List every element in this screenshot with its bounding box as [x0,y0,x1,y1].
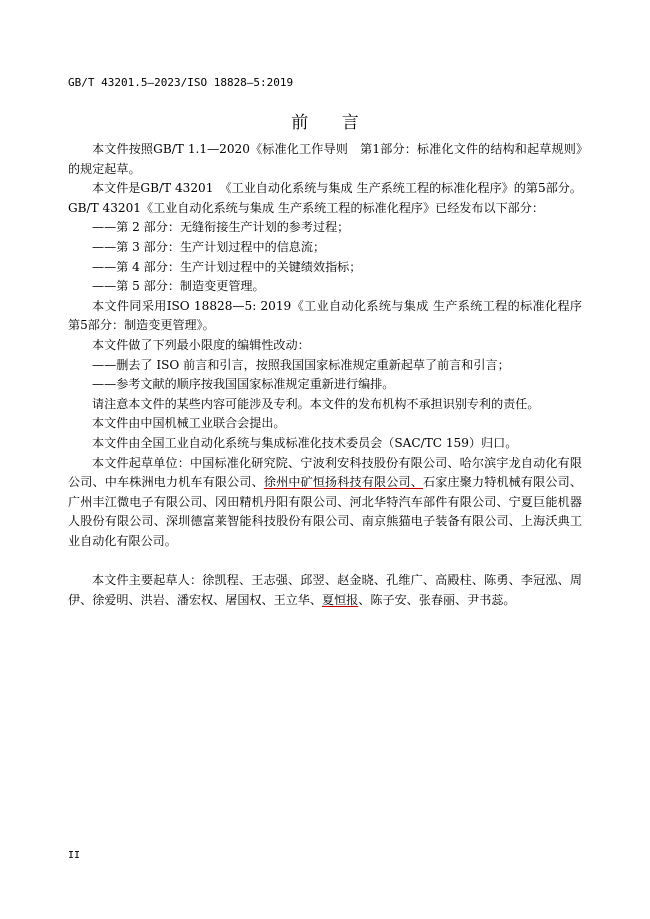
page-number: II [68,850,81,861]
list-item: ——参考文献的顺序按我国国家标准规定重新进行编排。 [92,377,395,392]
paragraph: 请注意本文件的某些内容可能涉及专利。本文件的发布机构不承担识别专利的责任。 [92,396,540,411]
page-title: 前 言 [291,113,373,133]
main-drafters-text-after: 、陈子安、张春丽、尹书蕊。 [358,592,516,607]
list-item: ——删去了 ISO 前言和引言，按照我国国家标准规定重新起草了前言和引言； [92,357,510,372]
drafting-units-text-before: 中国标准化研究院、宁波利安科技股份有限公司、哈尔滨宇龙自动化有限公司、中车株洲电力机车有限公司、 [68,455,582,490]
paragraph: 本文件由全国工业自动化系统与集成标准化技术委员会（SAC/TC 159）归口。 [92,435,518,450]
drafting-units-label: 本文件起草单位： [92,455,191,470]
main-drafters-label: 本文件主要起草人： [92,573,203,588]
drafting-units-highlighted: 徐州中矿恒扬科技有限公司、 [263,475,423,490]
drafting-units-paragraph [68,454,582,552]
main-drafters-text-before: 徐凯程、王志强、邱翌、赵金晓、孔维广、高殿柱、陈勇、李冠泓、周伊、徐爱明、洪岩、潘宏权、屠国权、王立华、 [68,573,582,607]
document-body [68,140,595,610]
list-item: ——第 4 部分：生产计划过程中的关键绩效指标； [92,259,362,274]
paragraph: 本文件同采用ISO 18828—5: 2019《工业自动化系统与集成 生产系统工程的标准化程序 第5部分：制造变更管理》。 [68,298,595,333]
paragraph-spacer [68,551,582,571]
list-item: ——第 2 部分：无缝衔接生产计划的参考过程； [92,220,350,235]
paragraph: 本文件由中国机械工业联合会提出。 [92,416,286,431]
page-header-standard-code: GB/T 43201.5—2023/ISO 18828—5:2019 [68,76,294,89]
main-drafters-paragraph [68,571,582,610]
drafting-units-text-after: 石家庄聚力特机械有限公司、广州丰江微电子有限公司、冈田精机丹阳有限公司、河北华特汽车部件有限公司、宁夏巨能机器人股份有限公司、深圳德富莱智能科技股份有限公司、南京熊猫电子装备有限公司、上海沃典工业自动化有限公司。 [68,475,582,548]
list-item: ——第 5 部分：制造变更管理。 [92,279,265,294]
paragraph: 本文件做了下列最小限度的编辑性改动： [92,337,310,352]
list-item: ——第 3 部分：生产计划过程中的信息流； [92,239,326,254]
paragraph: 本文件是GB/T 43201 《工业自动化系统与集成 生产系统工程的标准化程序》的第5部分。GB/T 43201《工业自动化系统与集成 生产系统工程的标准化程序》已经发布以下部分： [68,181,582,215]
main-drafters-highlighted: 夏恒报 [321,592,359,607]
paragraph: 本文件按照GB/T 1.1—2020《标准化工作导则 第1部分：标准化文件的结构和起草规则》的规定起草。 [68,142,582,176]
